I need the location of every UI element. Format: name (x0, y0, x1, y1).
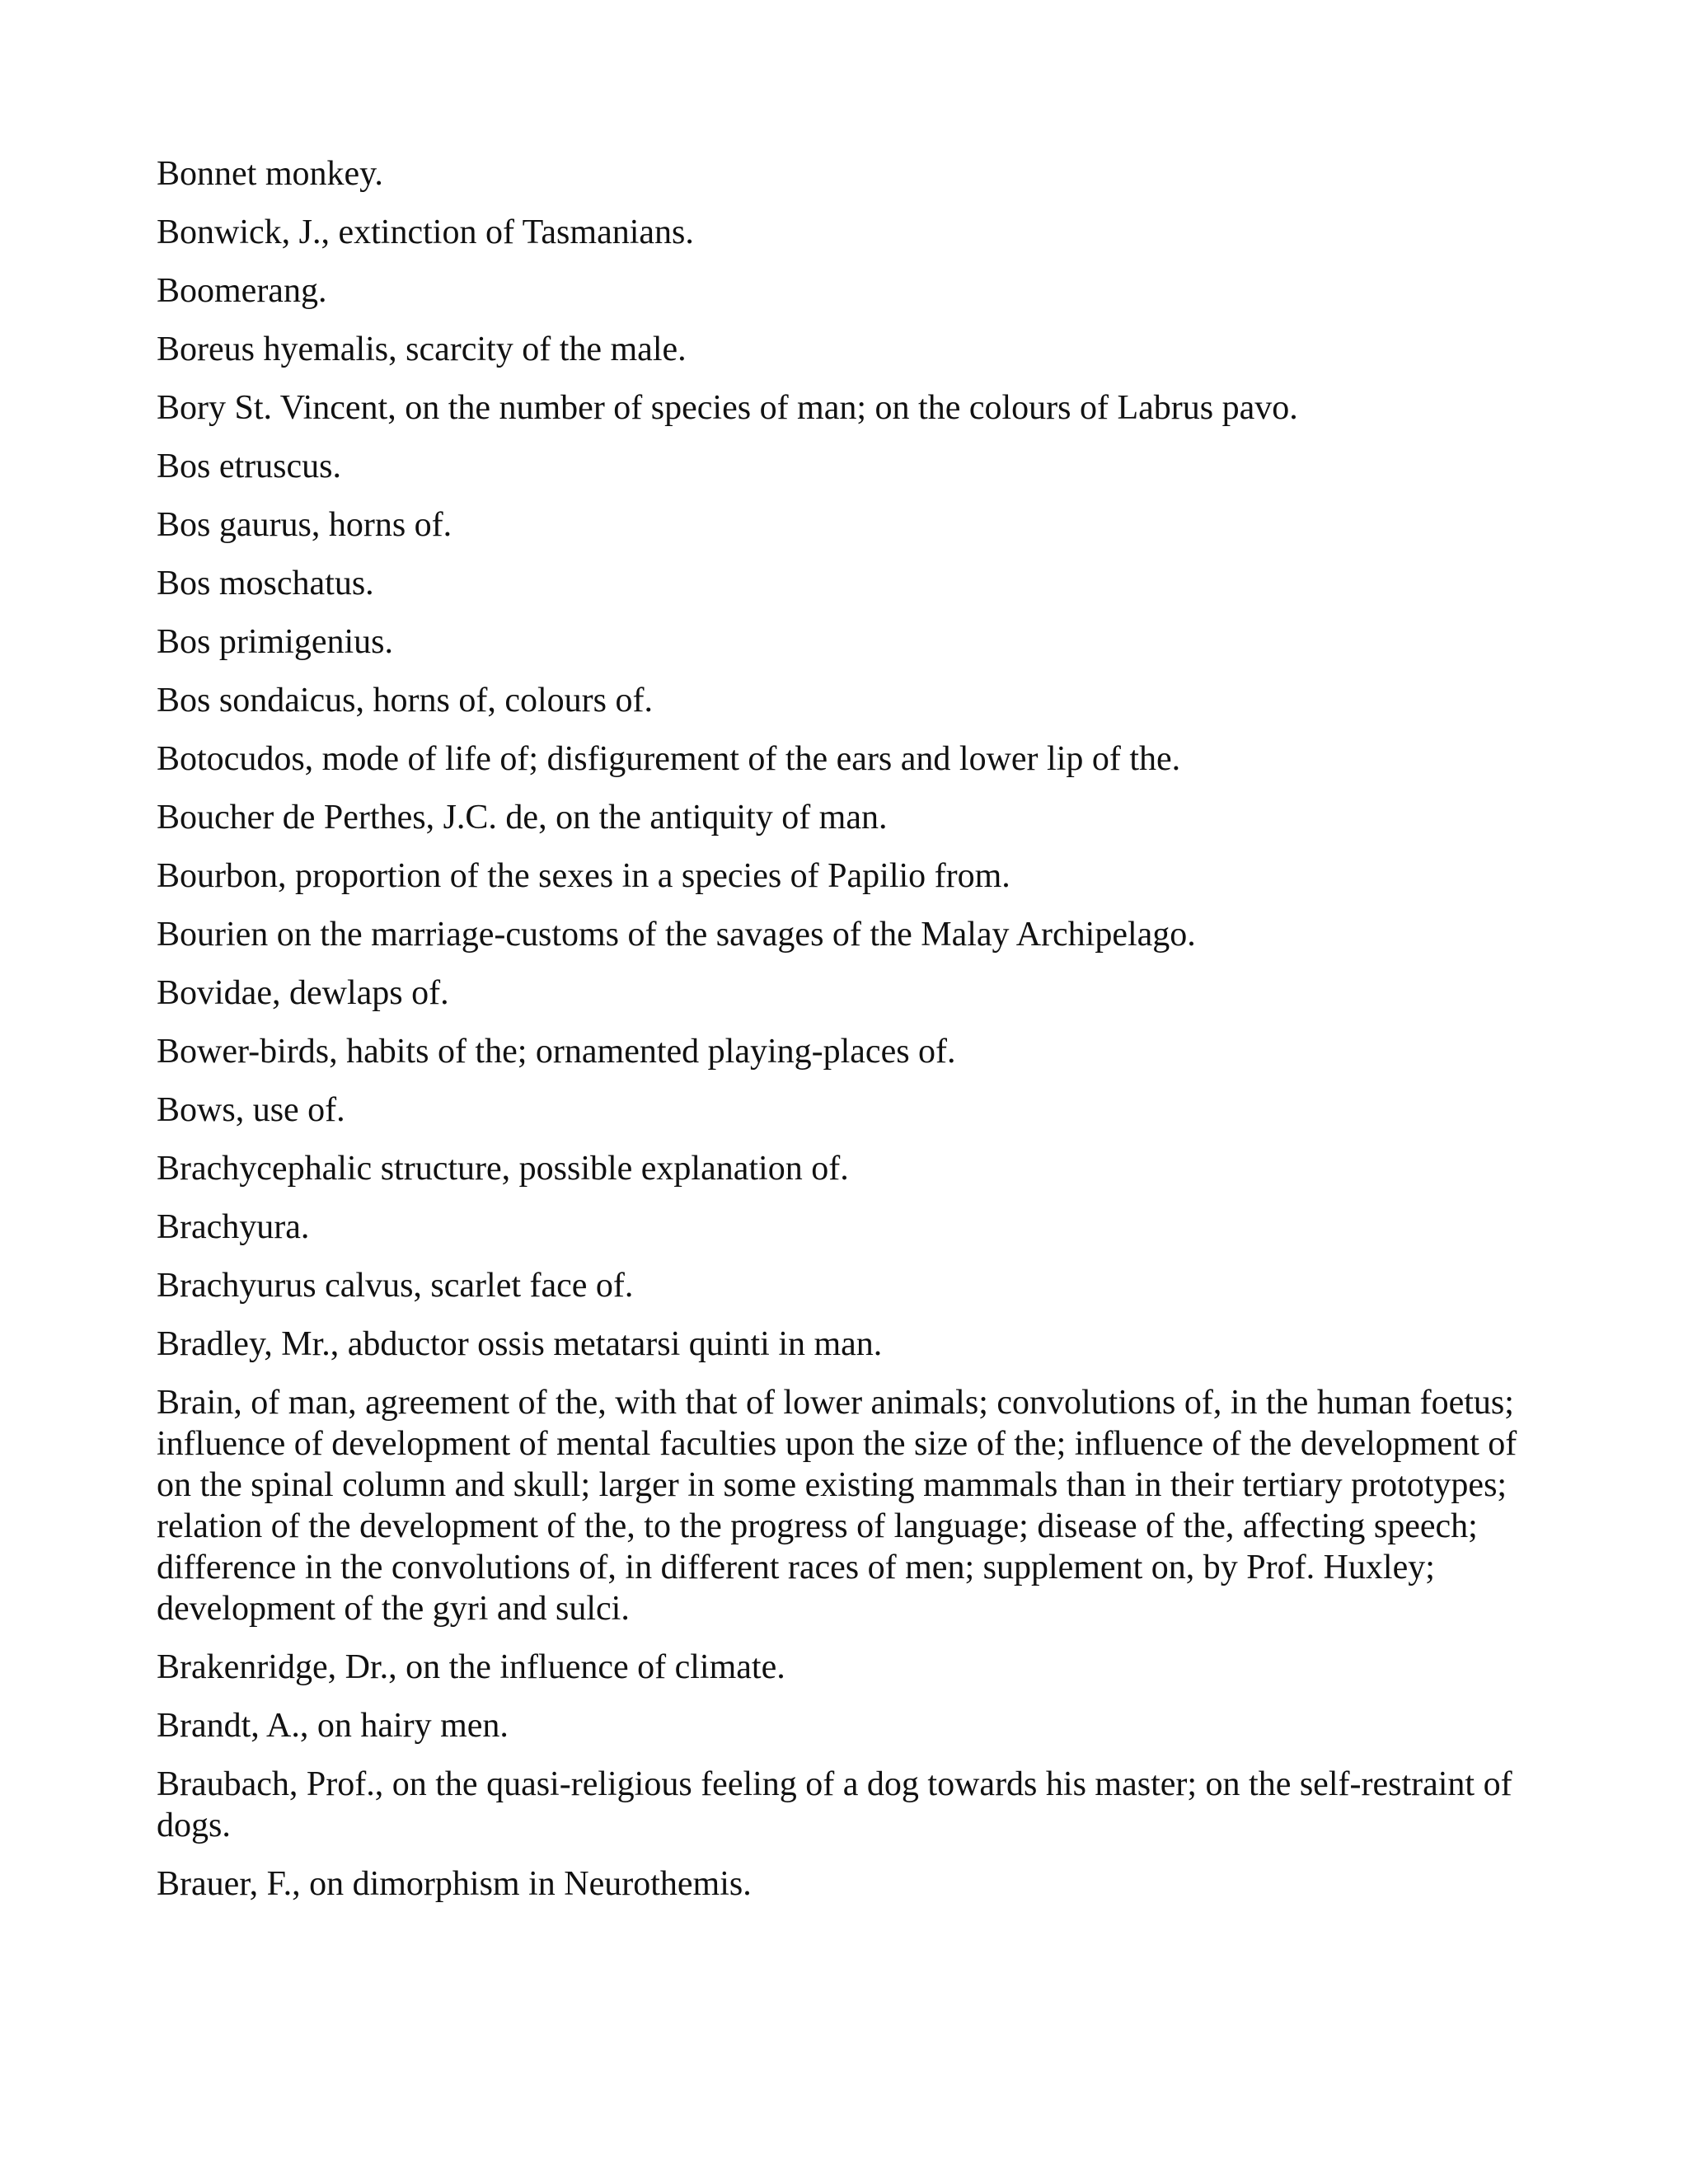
index-entry: Bourbon, proportion of the sexes in a species of Papilio from. (157, 857, 1010, 895)
index-entry: Bourien on the marriage-customs of the savages of the Malay Archipelago. (157, 916, 1196, 954)
index-entry: Brain, of man, agreement of the, with that of lower animals; convolutions of, in the human foetus; influence of development of mental faculties upon the size of the; influence of the development of on the spinal column and skull; larger in some existing mammals than in their tertiary prototypes; relation of the development of the, to the progress of language; disease of the, affecting speech; difference in the convolutions of, in different races of men; supplement on, by Prof. Huxley; development of the gyri and sulci. (157, 1384, 1517, 1628)
index-entry: Bower-birds, habits of the; ornamented playing-places of. (157, 1033, 956, 1071)
index-entry: Brauer, F., on dimorphism in Neurothemis. (157, 1865, 752, 1903)
index-entry: Boreus hyemalis, scarcity of the male. (157, 330, 687, 368)
index-entry: Bos sondaicus, horns of, colours of. (157, 682, 653, 719)
index-page (157, 153, 1525, 1922)
index-entry: Brandt, A., on hairy men. (157, 1707, 509, 1745)
index-entry: Bos etruscus. (157, 448, 341, 485)
index-entry: Bos moschatus. (157, 565, 374, 602)
index-entry: Bradley, Mr., abductor ossis metatarsi quinti in man. (157, 1325, 883, 1363)
index-entry: Bos primigenius. (157, 623, 394, 661)
index-entry: Boomerang. (157, 272, 327, 310)
index-entry: Botocudos, mode of life of; disfigurement of the ears and lower lip of the. (157, 740, 1181, 778)
index-entry: Bory St. Vincent, on the number of species of man; on the colours of Labrus pavo. (157, 389, 1298, 427)
index-entry: Brachycephalic structure, possible explanation of. (157, 1150, 849, 1188)
index-entry: Boucher de Perthes, J.C. de, on the antiquity of man. (157, 799, 888, 837)
index-entry: Bows, use of. (157, 1091, 345, 1129)
index-entry: Bos gaurus, horns of. (157, 506, 452, 544)
index-entry: Brachyurus calvus, scarlet face of. (157, 1267, 634, 1305)
index-entry: Bonnet monkey. (157, 155, 383, 193)
index-entry: Bovidae, dewlaps of. (157, 974, 449, 1012)
index-entry: Bonwick, J., extinction of Tasmanians. (157, 213, 694, 251)
index-entry: Braubach, Prof., on the quasi-religious feeling of a dog towards his master; on the self-restraint of dogs. (157, 1765, 1512, 1844)
index-entry: Brachyura. (157, 1208, 310, 1246)
index-entry: Brakenridge, Dr., on the influence of climate. (157, 1648, 785, 1686)
